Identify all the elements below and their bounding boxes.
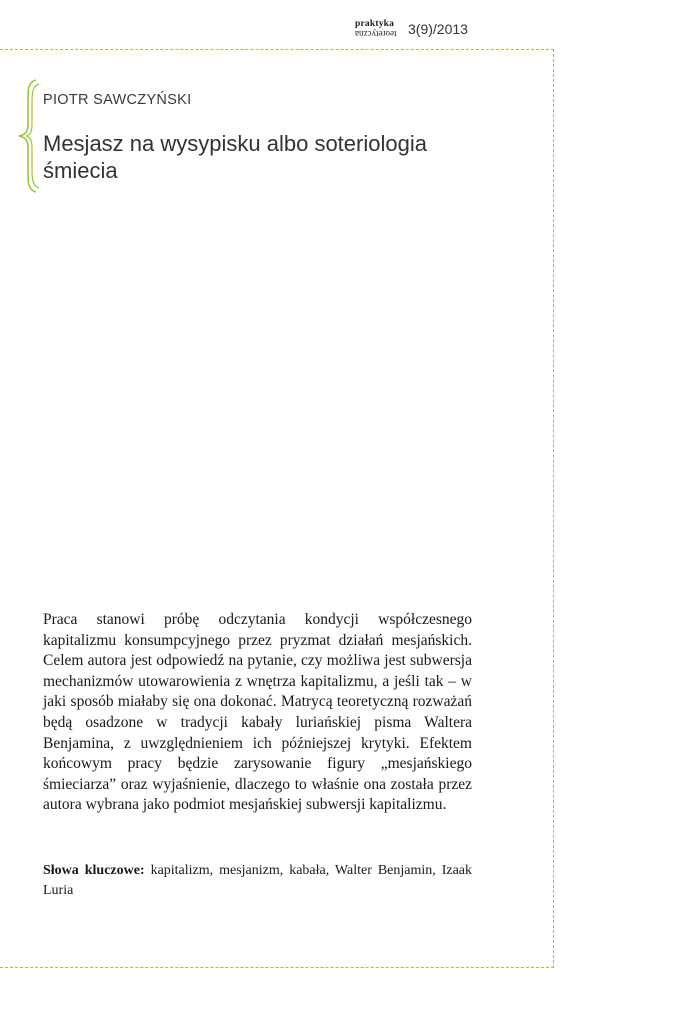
- article-title: Mesjasz na wysypisku albo soteriologia śmiecia: [43, 131, 427, 183]
- journal-masthead: [355, 20, 485, 42]
- keywords-list: kapitalizm, mesjanizm, kabała, Walter Benjamin, Izaak Luria: [43, 863, 473, 898]
- abstract-text: Praca stanowi próbę odczytania kondycji współczesnego kapitalizmu konsumpcyjnego przez pryzmat działań mesjańskich. Celem autora jest odpowiedź na pytanie, czy możliwa jest subwersja mechanizmów utowarowienia z wnętrza kapitalizmu, a jeśli tak – w jaki sposób miałaby się ona dokonać. Matrycą teoretyczną rozważań będą osadzone w tradycji kabały luriańskiej pisma Waltera Benjamina, z uwzględnieniem ich późniejszej krytyki. Efektem końcowym pracy będzie zarysowanie figury „mesjańskiego śmieciarza” oraz wyjaśnienie, dlaczego to właśnie ona została przez autora wybrana jako podmiot mesjańskiej subwersji kapitalizmu.: [43, 611, 472, 814]
- journal-name-bottom: teoretyczna: [355, 29, 397, 39]
- page-frame: [0, 49, 554, 968]
- keywords-label: Słowa kluczowe:: [43, 863, 145, 878]
- keywords: [43, 861, 472, 901]
- curly-brace-icon: [16, 78, 40, 194]
- issue-number: 3(9)/2013: [408, 21, 468, 37]
- author-name: PIOTR SAWCZYŃSKI: [43, 92, 192, 108]
- journal-name-top: praktyka: [355, 19, 395, 29]
